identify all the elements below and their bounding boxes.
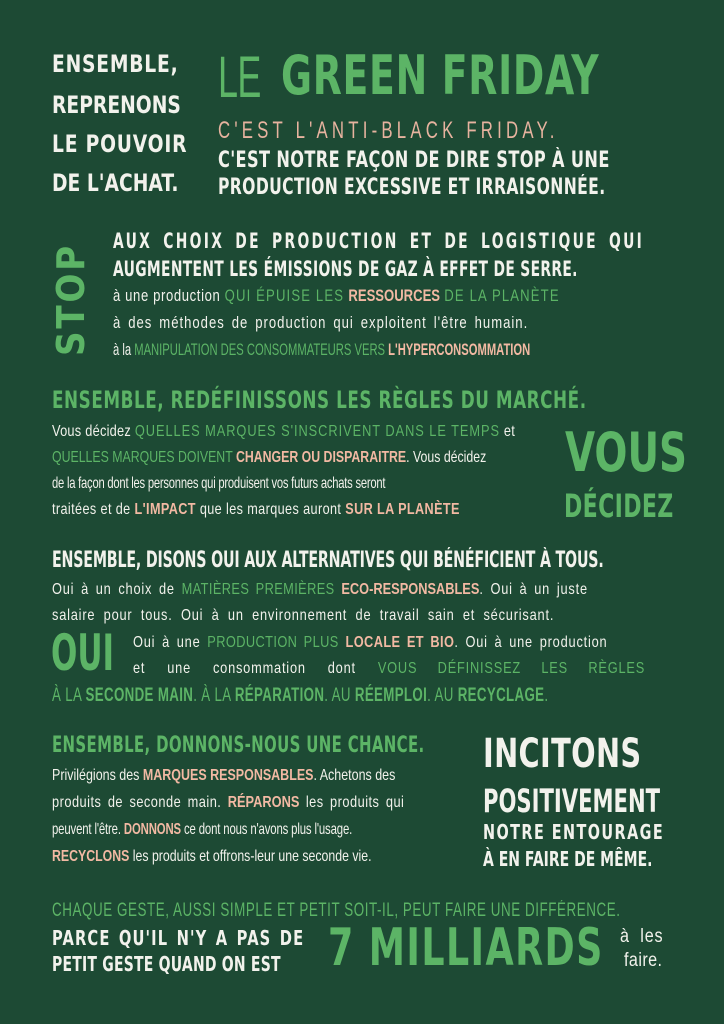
- stop-vertical-word: STOP: [49, 243, 93, 356]
- oui-line-2: salaire pour tous. Oui à un environnement de travail sain et sécurisant.: [52, 607, 555, 624]
- oui-line-3: Oui à une PRODUCTION PLUS LOCALE ET BIO. Oui à une production: [133, 634, 608, 651]
- vous-line-1: Vous décidez QUELLES MARQUES S'INSCRIVENT DANS LE TEMPS et: [52, 423, 516, 440]
- footer-right-line: faire.: [624, 950, 663, 971]
- statement-line: PRODUCTION EXCESSIVE ET IRRAISONNÉE.: [218, 175, 606, 200]
- vous-line-4: traitées et de L'IMPACT que les marques auront SUR LA PLANÈTE: [52, 501, 460, 518]
- chance-line-3: peuvent l'être. DONNONS ce dont nous n'avons plus l'usage.: [52, 821, 353, 838]
- stop-line-3: à la MANIPULATION DES CONSOMMATEURS VERS L'HYPERCONSOMMATION: [113, 340, 531, 359]
- stop-heading-line: AUX CHOIX DE PRODUCTION ET DE LOGISTIQUE QUI: [113, 229, 645, 253]
- vous-heading: ENSEMBLE, REDÉFINISSONS LES RÈGLES DU MARCHÉ.: [52, 386, 587, 414]
- oui-heading: ENSEMBLE, DISONS OUI AUX ALTERNATIVES QUI BÉNÉFICIENT À TOUS.: [52, 548, 604, 573]
- oui-line-4: et une consommation dont VOUS DÉFINISSEZ LES RÈGLES: [133, 660, 646, 677]
- chance-line-2: produits de seconde main. RÉPARONS les produits qui: [52, 794, 405, 811]
- footer-right-line: à les: [620, 926, 664, 947]
- incitons-line: INCITONS: [483, 731, 642, 777]
- chance-line-1: Privilégions des MARQUES RESPONSABLES. Achetons des: [52, 767, 396, 784]
- stop-line-2: à des méthodes de production qui exploitent l'être humain.: [113, 313, 529, 332]
- chance-heading: ENSEMBLE, DONNONS-NOUS UNE CHANCE.: [52, 733, 425, 758]
- vous-big-word: VOUS: [565, 421, 688, 484]
- oui-line-1: Oui à un choix de MATIÈRES PREMIÈRES ECO-RESPONSABLES. Oui à un juste: [52, 581, 588, 598]
- title-green-friday: GREEN FRIDAY: [281, 44, 600, 107]
- slogan-line: ENSEMBLE,: [52, 50, 179, 78]
- footer-left-line: PETIT GESTE QUAND ON EST: [52, 952, 281, 976]
- footer-left-line: PARCE QU'IL N'Y A PAS DE: [52, 926, 305, 950]
- subtitle: C'EST L'ANTI-BLACK FRIDAY.: [218, 117, 559, 144]
- oui-line-5: À LA SECONDE MAIN. À LA RÉPARATION. AU RÉEMPLOI. AU RECYCLAGE.: [52, 685, 549, 706]
- vous-line-3: de la façon dont les personnes qui produisent vos futurs achats seront: [52, 475, 386, 492]
- chance-line-4: RECYCLONS les produits et offrons-leur une seconde vie.: [52, 848, 372, 865]
- incitons-line: À EN FAIRE DE MÊME.: [483, 847, 653, 871]
- stop-line-1: à une production QUI ÉPUISE LES RESSOURCES DE LA PLANÈTE: [113, 286, 560, 305]
- slogan-line: LE POUVOIR: [52, 130, 188, 158]
- decidez-word: DÉCIDEZ: [564, 487, 674, 525]
- vous-line-2: QUELLES MARQUES DOIVENT CHANGER OU DISPARAITRE. Vous décidez: [52, 449, 487, 466]
- statement-line: C'EST NOTRE FAÇON DE DIRE STOP À UNE: [218, 148, 610, 173]
- stop-heading-line: AUGMENTENT LES ÉMISSIONS DE GAZ À EFFET DE SERRE.: [113, 257, 578, 281]
- incitons-line: POSITIVEMENT: [483, 782, 661, 820]
- slogan-line: REPRENONS: [52, 91, 181, 119]
- oui-big-word: OUI: [51, 624, 115, 682]
- title-le: LE: [218, 45, 261, 110]
- incitons-line: NOTRE ENTOURAGE: [483, 820, 665, 844]
- slogan-line: DE L'ACHAT.: [52, 169, 179, 197]
- footer-tagline: CHAQUE GESTE, AUSSI SIMPLE ET PETIT SOIT-IL, PEUT FAIRE UNE DIFFÉRENCE.: [52, 900, 621, 921]
- seven-billion: 7 MILLIARDS: [328, 918, 604, 978]
